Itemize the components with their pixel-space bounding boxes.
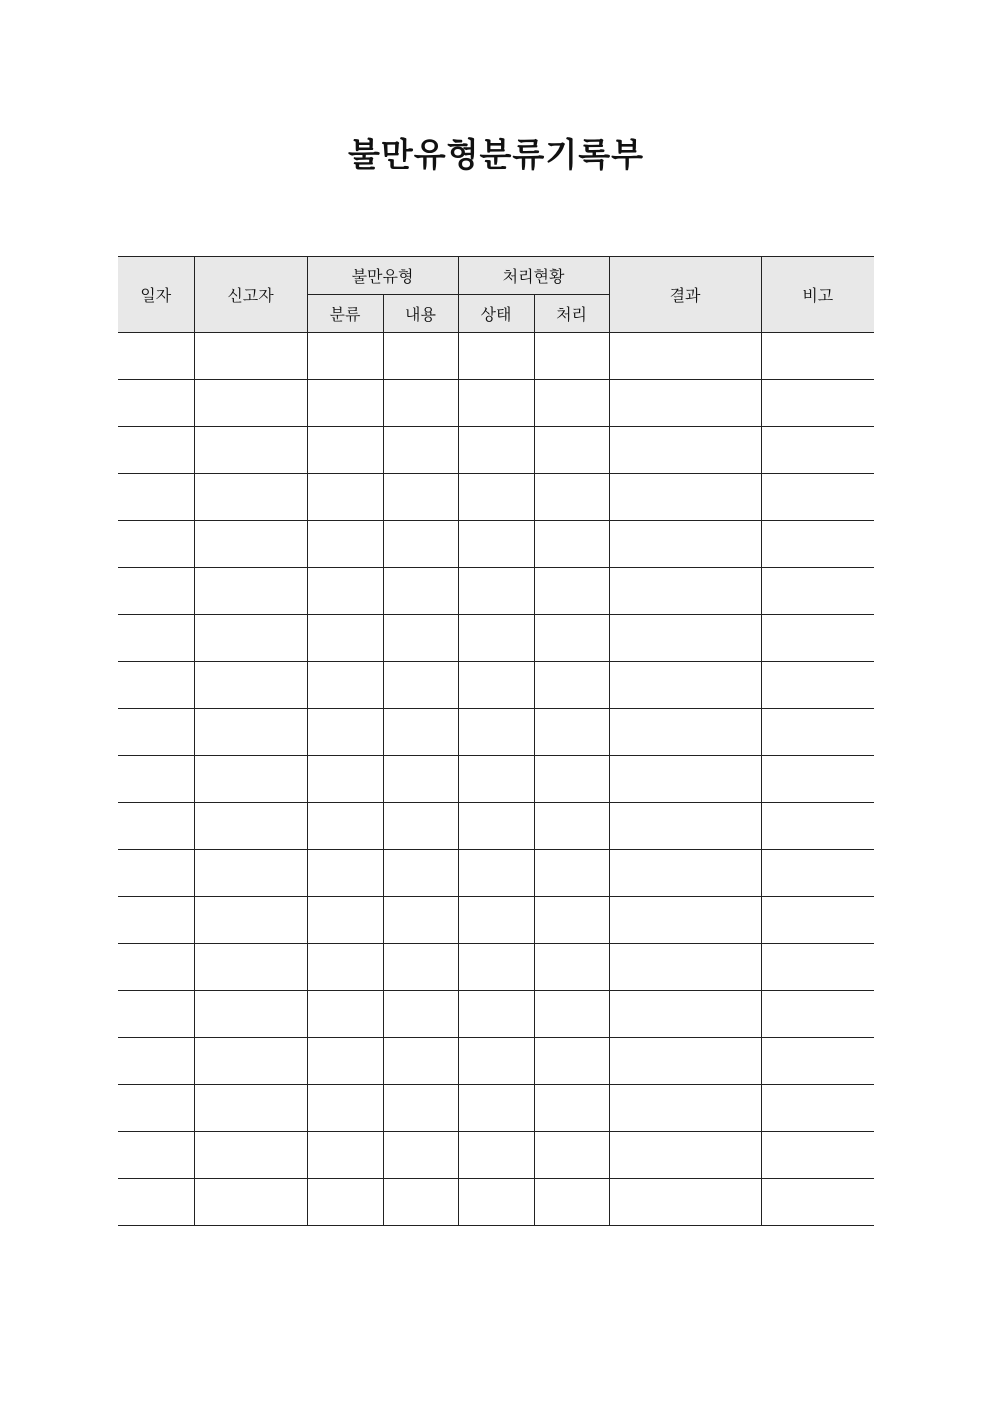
content-cell[interactable] (383, 897, 458, 944)
state-cell[interactable] (458, 850, 534, 897)
header-date: 일자 (118, 257, 194, 333)
result-cell[interactable] (609, 944, 761, 991)
table-row (118, 991, 874, 1038)
date-cell[interactable] (118, 380, 194, 427)
header-remarks: 비고 (761, 257, 874, 333)
handling-cell[interactable] (534, 850, 609, 897)
handling-cell[interactable] (534, 709, 609, 756)
header-category: 분류 (307, 295, 383, 333)
date-cell[interactable] (118, 615, 194, 662)
reporter-cell[interactable] (194, 474, 307, 521)
reporter-cell[interactable] (194, 803, 307, 850)
result-cell[interactable] (609, 568, 761, 615)
complaint-record-table (118, 256, 874, 1226)
reporter-cell[interactable] (194, 1132, 307, 1179)
handling-cell[interactable] (534, 474, 609, 521)
handling-cell[interactable] (534, 803, 609, 850)
result-cell[interactable] (609, 991, 761, 1038)
category-cell[interactable] (307, 333, 383, 380)
table-row (118, 1038, 874, 1085)
table-row (118, 1085, 874, 1132)
category-cell[interactable] (307, 568, 383, 615)
content-cell[interactable] (383, 568, 458, 615)
reporter-cell[interactable] (194, 427, 307, 474)
table-row (118, 897, 874, 944)
header-content: 내용 (383, 295, 458, 333)
header-result: 결과 (609, 257, 761, 333)
content-cell[interactable] (383, 1179, 458, 1226)
category-cell[interactable] (307, 380, 383, 427)
date-cell[interactable] (118, 803, 194, 850)
state-cell[interactable] (458, 897, 534, 944)
category-cell[interactable] (307, 1038, 383, 1085)
handling-cell[interactable] (534, 1085, 609, 1132)
remarks-cell[interactable] (761, 380, 874, 427)
table-row (118, 1179, 874, 1226)
state-cell[interactable] (458, 1085, 534, 1132)
reporter-cell[interactable] (194, 944, 307, 991)
state-cell[interactable] (458, 756, 534, 803)
content-cell[interactable] (383, 803, 458, 850)
date-cell[interactable] (118, 709, 194, 756)
remarks-cell[interactable] (761, 991, 874, 1038)
header-reporter: 신고자 (194, 257, 307, 333)
content-cell[interactable] (383, 380, 458, 427)
remarks-cell[interactable] (761, 1132, 874, 1179)
table-row (118, 944, 874, 991)
reporter-cell[interactable] (194, 991, 307, 1038)
remarks-cell[interactable] (761, 427, 874, 474)
reporter-cell[interactable] (194, 568, 307, 615)
state-cell[interactable] (458, 991, 534, 1038)
date-cell[interactable] (118, 568, 194, 615)
category-cell[interactable] (307, 662, 383, 709)
date-cell[interactable] (118, 1085, 194, 1132)
remarks-cell[interactable] (761, 568, 874, 615)
header-handling: 처리 (534, 295, 609, 333)
date-cell[interactable] (118, 850, 194, 897)
reporter-cell[interactable] (194, 521, 307, 568)
remarks-cell[interactable] (761, 662, 874, 709)
reporter-cell[interactable] (194, 333, 307, 380)
state-cell[interactable] (458, 1038, 534, 1085)
result-cell[interactable] (609, 850, 761, 897)
content-cell[interactable] (383, 1132, 458, 1179)
content-cell[interactable] (383, 521, 458, 568)
category-cell[interactable] (307, 474, 383, 521)
state-cell[interactable] (458, 615, 534, 662)
content-cell[interactable] (383, 662, 458, 709)
category-cell[interactable] (307, 521, 383, 568)
content-cell[interactable] (383, 944, 458, 991)
state-cell[interactable] (458, 568, 534, 615)
table-row (118, 615, 874, 662)
table-row (118, 1132, 874, 1179)
remarks-cell[interactable] (761, 944, 874, 991)
date-cell[interactable] (118, 1179, 194, 1226)
date-cell[interactable] (118, 897, 194, 944)
remarks-cell[interactable] (761, 850, 874, 897)
handling-cell[interactable] (534, 333, 609, 380)
date-cell[interactable] (118, 427, 194, 474)
date-cell[interactable] (118, 662, 194, 709)
header-processing-status: 처리현황 (458, 257, 609, 295)
reporter-cell[interactable] (194, 709, 307, 756)
category-cell[interactable] (307, 1179, 383, 1226)
reporter-cell[interactable] (194, 1179, 307, 1226)
content-cell[interactable] (383, 850, 458, 897)
handling-cell[interactable] (534, 380, 609, 427)
remarks-cell[interactable] (761, 709, 874, 756)
remarks-cell[interactable] (761, 756, 874, 803)
table-row (118, 380, 874, 427)
table-row (118, 709, 874, 756)
handling-cell[interactable] (534, 897, 609, 944)
result-cell[interactable] (609, 1038, 761, 1085)
date-cell[interactable] (118, 474, 194, 521)
table-row (118, 662, 874, 709)
result-cell[interactable] (609, 615, 761, 662)
category-cell[interactable] (307, 897, 383, 944)
header-state: 상태 (458, 295, 534, 333)
handling-cell[interactable] (534, 1038, 609, 1085)
date-cell[interactable] (118, 521, 194, 568)
table-row (118, 521, 874, 568)
remarks-cell[interactable] (761, 615, 874, 662)
table-row (118, 333, 874, 380)
content-cell[interactable] (383, 991, 458, 1038)
handling-cell[interactable] (534, 756, 609, 803)
remarks-cell[interactable] (761, 803, 874, 850)
result-cell[interactable] (609, 1085, 761, 1132)
result-cell[interactable] (609, 521, 761, 568)
state-cell[interactable] (458, 803, 534, 850)
reporter-cell[interactable] (194, 850, 307, 897)
content-cell[interactable] (383, 709, 458, 756)
reporter-cell[interactable] (194, 662, 307, 709)
reporter-cell[interactable] (194, 1038, 307, 1085)
state-cell[interactable] (458, 474, 534, 521)
result-cell[interactable] (609, 897, 761, 944)
date-cell[interactable] (118, 1038, 194, 1085)
state-cell[interactable] (458, 521, 534, 568)
result-cell[interactable] (609, 803, 761, 850)
table-body (118, 333, 874, 1226)
result-cell[interactable] (609, 427, 761, 474)
table-row (118, 756, 874, 803)
result-cell[interactable] (609, 474, 761, 521)
handling-cell[interactable] (534, 944, 609, 991)
remarks-cell[interactable] (761, 1179, 874, 1226)
result-cell[interactable] (609, 1132, 761, 1179)
content-cell[interactable] (383, 615, 458, 662)
table-row (118, 803, 874, 850)
state-cell[interactable] (458, 1132, 534, 1179)
reporter-cell[interactable] (194, 897, 307, 944)
category-cell[interactable] (307, 1132, 383, 1179)
category-cell[interactable] (307, 427, 383, 474)
header-complaint-type: 불만유형 (307, 257, 458, 295)
state-cell[interactable] (458, 380, 534, 427)
content-cell[interactable] (383, 756, 458, 803)
table-row (118, 568, 874, 615)
content-cell[interactable] (383, 474, 458, 521)
table-header (118, 257, 874, 333)
result-cell[interactable] (609, 709, 761, 756)
date-cell[interactable] (118, 756, 194, 803)
state-cell[interactable] (458, 944, 534, 991)
reporter-cell[interactable] (194, 615, 307, 662)
result-cell[interactable] (609, 662, 761, 709)
state-cell[interactable] (458, 333, 534, 380)
date-cell[interactable] (118, 991, 194, 1038)
reporter-cell[interactable] (194, 1085, 307, 1132)
date-cell[interactable] (118, 944, 194, 991)
result-cell[interactable] (609, 333, 761, 380)
handling-cell[interactable] (534, 615, 609, 662)
remarks-cell[interactable] (761, 1085, 874, 1132)
reporter-cell[interactable] (194, 756, 307, 803)
category-cell[interactable] (307, 850, 383, 897)
remarks-cell[interactable] (761, 333, 874, 380)
category-cell[interactable] (307, 756, 383, 803)
date-cell[interactable] (118, 333, 194, 380)
content-cell[interactable] (383, 1085, 458, 1132)
category-cell[interactable] (307, 944, 383, 991)
handling-cell[interactable] (534, 521, 609, 568)
remarks-cell[interactable] (761, 897, 874, 944)
result-cell[interactable] (609, 756, 761, 803)
handling-cell[interactable] (534, 568, 609, 615)
table-row (118, 427, 874, 474)
handling-cell[interactable] (534, 991, 609, 1038)
content-cell[interactable] (383, 427, 458, 474)
category-cell[interactable] (307, 803, 383, 850)
remarks-cell[interactable] (761, 521, 874, 568)
remarks-cell[interactable] (761, 474, 874, 521)
remarks-cell[interactable] (761, 1038, 874, 1085)
table-row (118, 474, 874, 521)
state-cell[interactable] (458, 1179, 534, 1226)
category-cell[interactable] (307, 991, 383, 1038)
state-cell[interactable] (458, 662, 534, 709)
page-title: 불만유형분류기록부 (348, 135, 644, 174)
state-cell[interactable] (458, 709, 534, 756)
content-cell[interactable] (383, 1038, 458, 1085)
category-cell[interactable] (307, 709, 383, 756)
handling-cell[interactable] (534, 662, 609, 709)
category-cell[interactable] (307, 1085, 383, 1132)
date-cell[interactable] (118, 1132, 194, 1179)
content-cell[interactable] (383, 333, 458, 380)
table-row (118, 850, 874, 897)
handling-cell[interactable] (534, 427, 609, 474)
handling-cell[interactable] (534, 1179, 609, 1226)
reporter-cell[interactable] (194, 380, 307, 427)
result-cell[interactable] (609, 1179, 761, 1226)
result-cell[interactable] (609, 380, 761, 427)
handling-cell[interactable] (534, 1132, 609, 1179)
category-cell[interactable] (307, 615, 383, 662)
state-cell[interactable] (458, 427, 534, 474)
